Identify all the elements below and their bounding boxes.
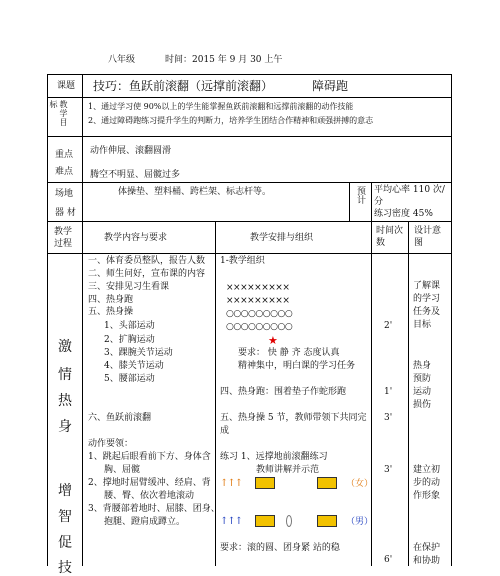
time-value: 3' bbox=[384, 413, 393, 423]
content-line: 腰、臀、依次着地滚动 bbox=[104, 491, 195, 501]
arrangement-line: 要求： 快 静 齐 态度认真 bbox=[238, 348, 340, 358]
predict-label: 预计 bbox=[355, 186, 365, 204]
key-label: 重点 bbox=[55, 150, 74, 160]
arrangement-line: 四、热身跑：围着垫子作蛇形跑 bbox=[220, 387, 347, 397]
practice-density: 练习密度 45% bbox=[374, 209, 433, 219]
header-time: 时间次数 bbox=[376, 226, 404, 248]
mat-icon bbox=[317, 477, 337, 489]
goal-item: 2、通过障碍跑练习提升学生的判断力，培养学生团结合作精神和顽强拼搏的意志 bbox=[88, 116, 374, 125]
header-content: 教学内容与要求 bbox=[104, 233, 168, 243]
topic-label: 课题 bbox=[57, 81, 76, 91]
intent-line: 步的动 bbox=[413, 478, 441, 488]
header-arrangement: 教学安排与组织 bbox=[250, 233, 314, 243]
content-line: 二、师生问好，宣布课的内容 bbox=[88, 269, 206, 279]
mat-icon bbox=[255, 515, 275, 527]
difficulty-content: 腾空不明显、屈髋过多 bbox=[90, 170, 181, 180]
content-line: 抱腿、蹬肩成蹲立。 bbox=[104, 517, 186, 527]
teacher-star-icon: ★ bbox=[268, 334, 278, 347]
intent-line: 了解课 bbox=[413, 281, 441, 291]
content-line: 六、鱼跃前滚翻 bbox=[88, 413, 152, 423]
class-time: 时间：2015 年 9 月 30 上午 bbox=[165, 55, 283, 65]
content-line: 3、踝腕关节运动 bbox=[104, 348, 173, 358]
content-line: 三、安排见习生看课 bbox=[88, 282, 170, 292]
arrangement-line: 练习 1、远撑地前滚翻练习 bbox=[220, 452, 328, 462]
intent-line: 建立初 bbox=[413, 465, 441, 475]
arrangement-line: 五、热身操 5 节，教师带领下共同完 bbox=[220, 413, 367, 423]
content-line: 1、跳起后眼看前下方、身体含 bbox=[88, 452, 211, 462]
arrangement-line: 精神集中，明白课的学习任务 bbox=[238, 361, 356, 371]
stage-char: 情 bbox=[58, 367, 72, 383]
stage-char: 激 bbox=[58, 339, 72, 355]
header-process: 教学过程 bbox=[54, 227, 73, 249]
equipment-label: 器 材 bbox=[55, 208, 76, 218]
cone-icon bbox=[286, 515, 292, 527]
time-value: 2' bbox=[384, 321, 393, 331]
intent-line: 任务及 bbox=[413, 307, 441, 317]
formation-row-o: ○○○○○○○○○ bbox=[226, 322, 293, 332]
arrangement-line: 要求：滚的圆、团身紧 站的稳 bbox=[220, 543, 340, 553]
intent-line: 在保护 bbox=[413, 543, 441, 553]
content-line: 2、撑地时屈臂缓冲、经肩、背 bbox=[88, 478, 211, 488]
content-line: 胸、屈髋 bbox=[104, 465, 141, 475]
formation-row-o: ○○○○○○○○○ bbox=[226, 309, 293, 319]
intent-line: 目标 bbox=[413, 320, 432, 330]
content-line: 5、腰部运动 bbox=[104, 374, 155, 384]
content-line: 四、热身跑 bbox=[88, 295, 134, 305]
arrangement-line: 成 bbox=[220, 426, 230, 436]
topic-content: 技巧：鱼跃前滚翻（远撑前滚翻） bbox=[93, 79, 274, 93]
content-line: 五、热身操 bbox=[88, 307, 134, 317]
arrangement-line: 教师讲解并示范 bbox=[256, 465, 320, 475]
content-line: 3、背腰部着地时、屈膝、团身、 bbox=[88, 504, 220, 514]
time-value: 3' bbox=[384, 465, 393, 475]
stage-char: 身 bbox=[58, 419, 72, 435]
goal-item: 1、通过学习使 90%以上的学生能掌握鱼跃前滚翻和远撑前滚翻的动作技能 bbox=[88, 102, 354, 111]
venue-content: 体操垫、塑料桶、跨栏架、标志杆等。 bbox=[118, 187, 272, 197]
intent-line: 作形象 bbox=[413, 491, 441, 501]
topic-content-2: 障碍跑 bbox=[312, 79, 349, 93]
boys-label: （男） bbox=[346, 517, 374, 527]
arrangement-line: 1-教学组织 bbox=[220, 256, 265, 266]
intent-line: 的学习 bbox=[413, 294, 441, 304]
intent-line: 损伤 bbox=[413, 400, 432, 410]
stage-char: 智 bbox=[58, 509, 72, 525]
heart-rate: 平均心率 110 次/分 bbox=[374, 185, 445, 207]
stage-char: 热 bbox=[58, 393, 72, 409]
stage-char: 增 bbox=[58, 483, 72, 499]
girls-label: （女） bbox=[346, 479, 374, 489]
boys-arrows-icon: ↑↑↑ bbox=[220, 516, 243, 527]
intent-line: 和协助 bbox=[413, 556, 441, 566]
content-line: 2、扩胸运动 bbox=[104, 335, 155, 345]
venue-label: 场地 bbox=[55, 189, 74, 199]
time-value: 6' bbox=[384, 555, 393, 565]
stage-char: 促 bbox=[58, 535, 72, 551]
intent-line: 热身 bbox=[413, 361, 432, 371]
grade-label: 八年级 bbox=[108, 55, 136, 65]
content-line: 4、膝关节运动 bbox=[104, 361, 164, 371]
girls-arrows-icon: ↑↑↑ bbox=[220, 478, 243, 489]
mat-icon bbox=[255, 477, 275, 489]
header-intent: 设计意图 bbox=[414, 226, 442, 248]
stage-char: 技 bbox=[58, 560, 72, 576]
key-content: 动作伸展、滚翻圆滑 bbox=[90, 146, 172, 156]
intent-line: 运动 bbox=[413, 387, 432, 397]
intent-line: 预防 bbox=[413, 374, 432, 384]
content-line: 一、体育委员整队，报告人数 bbox=[88, 256, 206, 266]
difficulty-label: 难点 bbox=[55, 167, 74, 177]
formation-row-x: ××××××××× bbox=[226, 296, 290, 306]
time-value: 1' bbox=[384, 387, 393, 397]
content-line: 1、头部运动 bbox=[104, 321, 155, 331]
formation-row-x: ××××××××× bbox=[226, 283, 290, 293]
goals-label: 教学目标 bbox=[49, 100, 68, 127]
mat-icon bbox=[317, 515, 337, 527]
content-line: 动作要领： bbox=[88, 439, 134, 449]
